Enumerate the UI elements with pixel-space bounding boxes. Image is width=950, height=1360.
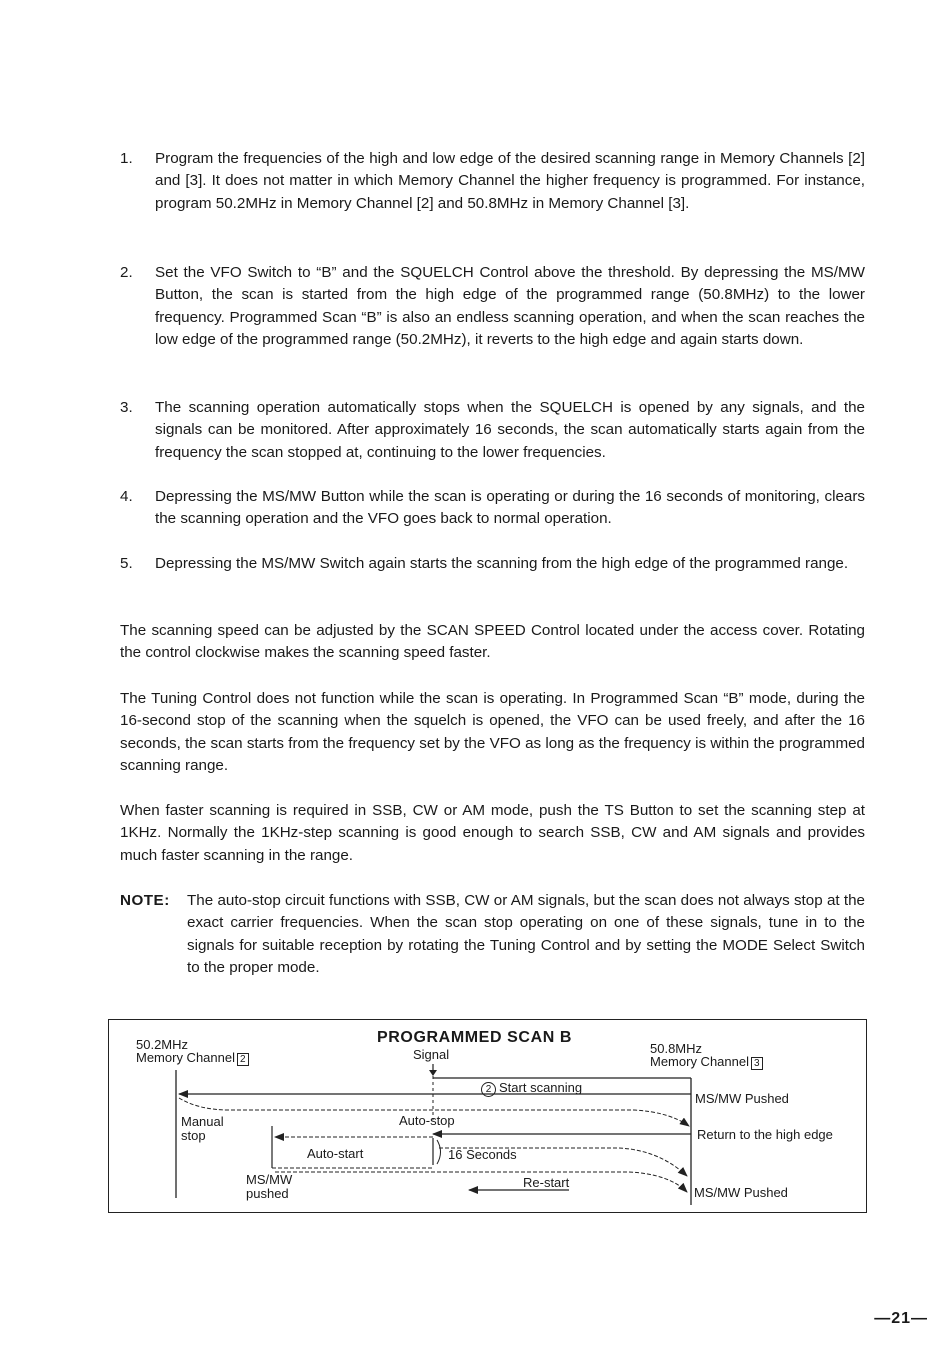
item-text: The scanning operation automatically stops when the SQUELCH is opened by any signals, and the signals can be monitored. After approximately 16 seconds, the scan automatically starts again from the frequency the scan stopped at, continuing to the lower frequencies. bbox=[155, 399, 865, 461]
low-channel bbox=[136, 1051, 249, 1066]
item-number: 2. bbox=[120, 264, 133, 281]
ms-mw-label: MS/MW bbox=[246, 1172, 293, 1187]
diagram-title: PROGRAMMED SCAN B bbox=[377, 1029, 573, 1046]
item-number: 3. bbox=[120, 399, 133, 416]
ms-mw-pushed-label: MS/MW Pushed bbox=[695, 1091, 789, 1106]
list-item bbox=[120, 148, 865, 215]
note-label: NOTE: bbox=[120, 892, 170, 909]
return-high-edge-label: Return to the high edge bbox=[697, 1127, 833, 1142]
list-item bbox=[120, 486, 865, 531]
high-channel-number: 3 bbox=[751, 1057, 763, 1070]
high-channel-label: Memory Channel bbox=[650, 1054, 749, 1069]
re-start-label: Re-start bbox=[523, 1175, 570, 1190]
high-frequency: 50.8MHz bbox=[650, 1041, 703, 1056]
start-scanning-label: 2 Start scanning bbox=[481, 1081, 582, 1097]
list-item bbox=[120, 262, 865, 351]
step-number: 2 bbox=[481, 1082, 496, 1097]
item-number: 4. bbox=[120, 488, 133, 505]
auto-start-label: Auto-start bbox=[307, 1146, 364, 1161]
pushed-label: pushed bbox=[246, 1186, 289, 1201]
low-channel-number: 2 bbox=[237, 1053, 249, 1066]
sixteen-seconds-label: 16 Seconds bbox=[448, 1147, 517, 1162]
note-text: The auto-stop circuit functions with SSB, CW or AM signals, but the scan does not always stop at the exact carrier frequencies. When the scan stop operating on one of these signals, tune in to the signals for suitable reception by rotating the Tuning Control and by setting the MODE Select Switch to the proper mode. bbox=[187, 892, 865, 976]
item-text: Set the VFO Switch to “B” and the SQUELCH Control above the threshold. By depressing the MS/MW Button, the scan is started from the high edge of the programmed range (50.8MHz) to the lower frequency. Programmed Scan “B” is also an endless scanning operation, and when the scan reaches the low edge of the programmed range (50.2MHz), it reverts to the high edge and again starts down. bbox=[155, 264, 865, 348]
ms-mw-pushed-label-2: MS/MW Pushed bbox=[694, 1185, 788, 1200]
list-item bbox=[120, 553, 865, 575]
page-number: —21— bbox=[874, 1310, 928, 1327]
item-text: Program the frequencies of the high and low edge of the desired scanning range in Memory Channels [2] and [3]. It does not matter in which Memory Channel the higher frequency is programmed. For instance, program 50.2MHz in Memory Channel [2] and 50.8MHz in Memory Channel [3]. bbox=[155, 150, 865, 212]
high-channel bbox=[650, 1055, 763, 1070]
paragraph-tuning-control: The Tuning Control does not function while the scan is operating. In Programmed Scan “B” mode, during the 16-second stop of the scanning when the squelch is opened, the VFO can be used freely, and after the 16 seconds, the scan starts from the frequency set by the VFO as long as the frequency is within the programmed scanning range. bbox=[120, 690, 865, 774]
programmed-scan-diagram bbox=[108, 1019, 867, 1213]
list-item bbox=[120, 397, 865, 464]
paragraph-scan-speed: The scanning speed can be adjusted by the SCAN SPEED Control located under the access cover. Rotating the control clockwise makes the scanning speed faster. bbox=[120, 622, 865, 662]
low-frequency: 50.2MHz bbox=[136, 1037, 189, 1052]
manual-label: Manual bbox=[181, 1114, 224, 1129]
item-number: 1. bbox=[120, 150, 133, 167]
paragraph-faster-scanning: When faster scanning is required in SSB, CW or AM mode, push the TS Button to set the scanning step at 1KHz. Normally the 1KHz-step scanning is good enough to search SSB, CW and AM signals and provides much faster scanning in the range. bbox=[120, 802, 865, 864]
low-channel-label: Memory Channel bbox=[136, 1050, 235, 1065]
item-text: Depressing the MS/MW Button while the scan is operating or during the 16 seconds of monitoring, clears the scanning operation and the VFO goes back to normal operation. bbox=[155, 488, 865, 528]
item-text: Depressing the MS/MW Switch again starts the scanning from the high edge of the programmed range. bbox=[155, 555, 849, 572]
auto-stop-label: Auto-stop bbox=[399, 1113, 455, 1128]
stop-label: stop bbox=[181, 1128, 206, 1143]
note bbox=[120, 890, 865, 979]
item-number: 5. bbox=[120, 555, 133, 572]
signal-label: Signal bbox=[413, 1047, 450, 1062]
